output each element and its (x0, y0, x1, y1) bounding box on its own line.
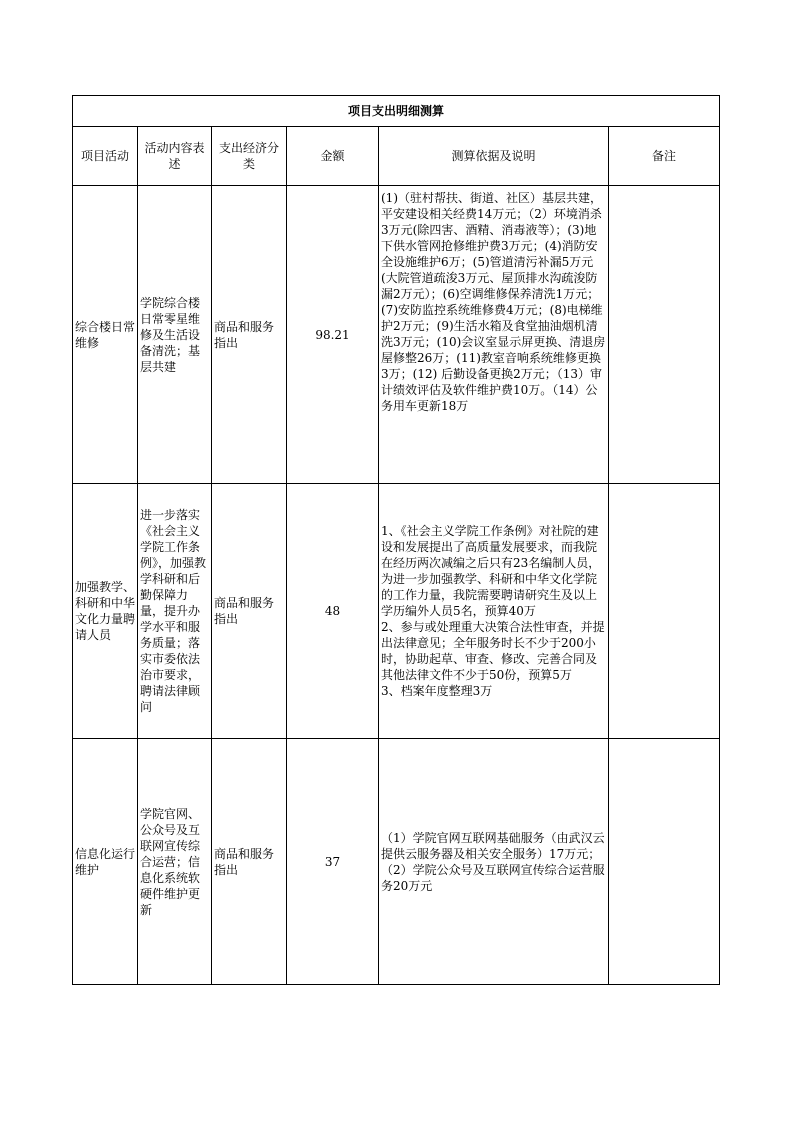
header-basis: 测算依据及说明 (379, 127, 609, 186)
cell-amount: 48 (287, 484, 379, 739)
cell-remark (609, 739, 720, 985)
table-row (73, 739, 720, 985)
cell-content: 学院综合楼日常零星维修及生活设备清洗；基层共建 (138, 186, 212, 484)
cell-activity: 综合楼日常维修 (73, 186, 138, 484)
header-remark: 备注 (609, 127, 720, 186)
header-content: 活动内容表述 (138, 127, 212, 186)
expense-detail-table (72, 95, 720, 985)
header-category: 支出经济分类 (212, 127, 287, 186)
header-activity: 项目活动 (73, 127, 138, 186)
cell-basis: （1）学院官网互联网基础服务（由武汉云提供云服务器及相关安全服务）17万元；（2）学院公众号及互联网宣传综合运营服务20万元 (379, 739, 609, 985)
cell-content: 学院官网、公众号及互联网宣传综合运营；信息化系统软硬件维护更新 (138, 739, 212, 985)
cell-amount: 37 (287, 739, 379, 985)
header-amount: 金额 (287, 127, 379, 186)
table-row (73, 484, 720, 739)
table-row (73, 186, 720, 484)
cell-basis: 1、《社会主义学院工作条例》对社院的建设和发展提出了高质量发展要求，而我院在经历两次减编之后只有23名编制人员，为进一步加强教学、科研和中华文化学院的工作力量，我院需要聘请研究生及以上学历编外人员5名，预算40万 2、参与或处理重大决策合法性审查，并提出法律意见；全年服务时长不少于200小时，协助起草、审查、修改、完善合同及其他法律文件不少于50份，预算5万 3、档案年度整理3万 (379, 484, 609, 739)
cell-activity: 信息化运行维护 (73, 739, 138, 985)
cell-category: 商品和服务指出 (212, 484, 287, 739)
cell-basis: (1)（驻村帮扶、街道、社区）基层共建，平安建设相关经费14万元；（2）环境消杀3万元(除四害、酒精、消毒液等）；(3)地下供水管网抢修维护费3万元；(4)消防安全设施维护6万；(5)管道清污补漏5万元(大院管道疏浚3万元、屋顶排水沟疏浚防漏2万元）；(6)空调维修保养清洗1万元；(7)安防监控系统维修费4万元；(8)电梯维护2万元；(9)生活水箱及食堂抽油烟机清洗3万元；(10)会议室显示屏更换、清退房屋修整26万；(11)教室音响系统维修更换3万；(12) 后勤设备更换2万元；（13）审计绩效评估及软件维护费10万。（14）公务用车更新18万 (379, 186, 609, 484)
cell-remark (609, 484, 720, 739)
cell-category: 商品和服务指出 (212, 186, 287, 484)
cell-activity: 加强教学、科研和中华文化力量聘请人员 (73, 484, 138, 739)
cell-content: 进一步落实《社会主义学院工作条例》，加强教学科研和后勤保障力量，提升办学水平和服务质量；落实市委依法治市要求，聘请法律顾问 (138, 484, 212, 739)
cell-amount: 98.21 (287, 186, 379, 484)
cell-remark (609, 186, 720, 484)
table-title: 项目支出明细测算 (73, 96, 720, 127)
cell-category: 商品和服务指出 (212, 739, 287, 985)
